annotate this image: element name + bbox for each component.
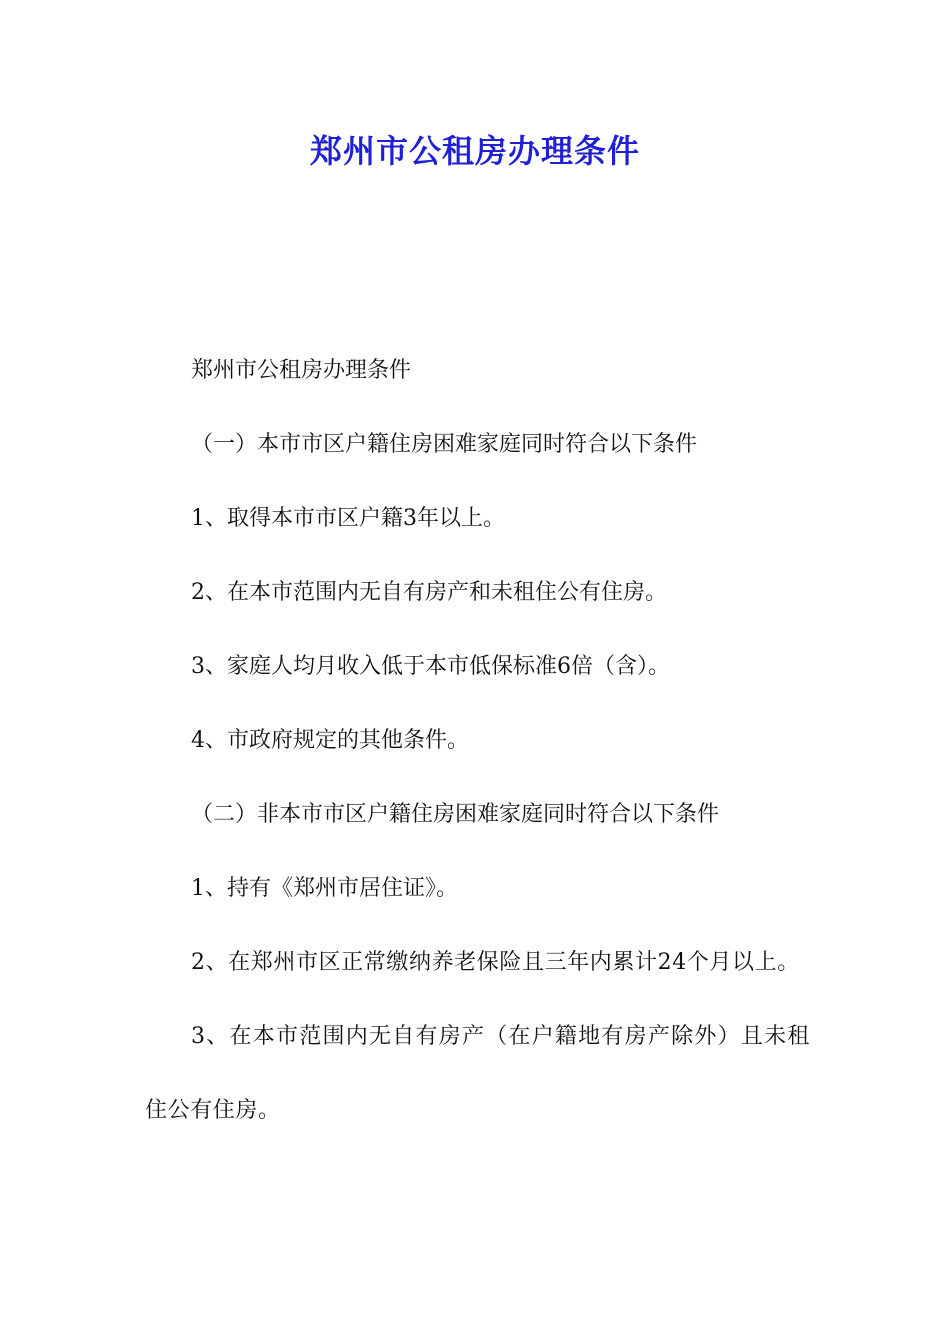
paragraph-item-2-2: 2、在郑州市区正常缴纳养老保险且三年内累计24个月以上。 [191,950,800,975]
paragraph-section-2: （二）非本市市区户籍住房困难家庭同时符合以下条件 [191,802,720,827]
paragraph-item-2-1: 1、持有《郑州市居住证》。 [191,876,458,901]
document-body [145,334,810,1148]
paragraph-item-1-1: 1、取得本市市区户籍3年以上。 [191,506,505,531]
paragraph-heading: 郑州市公租房办理条件 [191,358,412,383]
document-title: 郑州市公租房办理条件 [309,132,640,170]
paragraph-item-1-2: 2、在本市范围内无自有房产和未租住公有住房。 [191,580,667,605]
paragraph-item-2-3: 3、在本市范围内无自有房产（在户籍地有房产除外）且未租住公有住房。 [145,1024,810,1123]
paragraph-section-1: （一）本市市区户籍住房困难家庭同时符合以下条件 [191,432,698,457]
paragraph-item-1-4: 4、市政府规定的其他条件。 [191,728,469,753]
paragraph-item-1-3: 3、家庭人均月收入低于本市低保标准6倍（含）。 [191,654,670,679]
